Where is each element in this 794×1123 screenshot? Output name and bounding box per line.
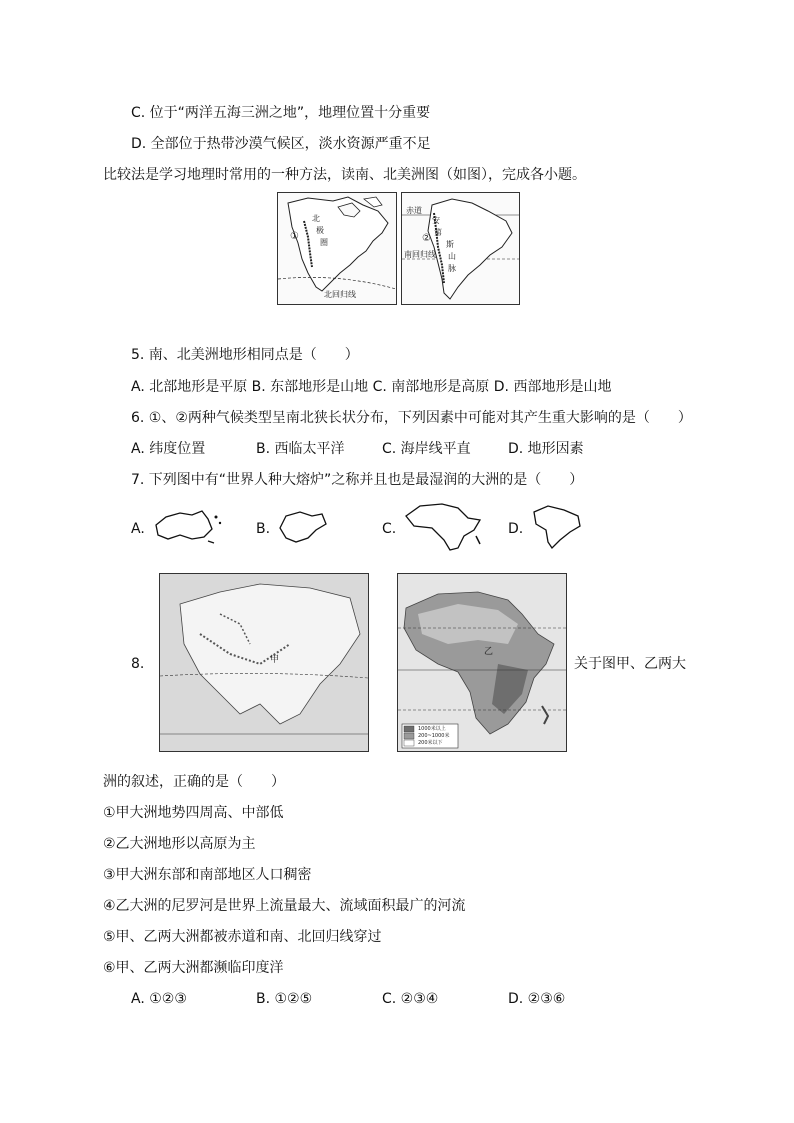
q8-option-a: A. ①②③: [131, 991, 187, 1007]
intro-text: 比较法是学习地理时常用的一种方法，读南、北美洲图（如图），完成各小题。: [103, 167, 586, 183]
q7-shape-d: [528, 504, 584, 550]
q8-stem-tail: 关于图甲、乙两大: [574, 656, 686, 672]
q6-option-c: C. 海岸线平直: [382, 441, 471, 457]
map-jia-label: 甲: [270, 655, 280, 665]
map-yi-label: 乙: [484, 647, 494, 657]
na-tropic-label: 北回归线: [324, 290, 356, 299]
q7-option-c-label: C.: [382, 521, 397, 537]
q5-options: A. 北部地形是平原 B. 东部地形是山地 C. 南部地形是高原 D. 西部地形是山地: [131, 379, 612, 395]
q6-stem: 6. ①、②两种气候类型呈南北狭长状分布，下列因素中可能对其产生重大影响的是（ ）: [131, 410, 692, 426]
asia-map-jia: [159, 573, 369, 752]
q7-option-a-label: A.: [131, 521, 145, 537]
q5-stem: 5. 南、北美洲地形相同点是（ ）: [131, 347, 359, 363]
q7-shape-b: [276, 508, 328, 546]
q8-option-b: B. ①②⑤: [256, 991, 313, 1007]
q7-option-d-label: D.: [508, 521, 524, 537]
andes-char-3: 斯: [446, 240, 454, 249]
q4-option-d: D. 全部位于热带沙漠气候区，淡水资源严重不足: [131, 136, 431, 152]
andes-char-2: 第: [434, 228, 442, 237]
q7-option-b-label: B.: [256, 521, 271, 537]
sa-climate-label-2: ②: [422, 233, 431, 244]
q7-stem: 7. 下列图中有“世界人种大熔炉”之称并且也是最湿润的大洲的是（ ）: [131, 472, 584, 488]
q6-option-d: D. 地形因素: [508, 441, 584, 457]
na-char-1: 北: [312, 214, 320, 223]
andes-char-1: 安: [432, 216, 440, 225]
africa-map-yi: [397, 573, 567, 752]
q7-shape-c: [402, 502, 486, 552]
andes-char-5: 脉: [448, 264, 456, 273]
na-climate-label-1: ①: [290, 231, 299, 242]
q8-statement-6: ⑥甲、乙两大洲都濒临印度洋: [103, 960, 284, 976]
andes-char-4: 山: [448, 252, 456, 261]
south-america-map: [401, 192, 520, 305]
q8-statement-5: ⑤甲、乙两大洲都被赤道和南、北回归线穿过: [103, 929, 382, 945]
q8-number: 8.: [131, 656, 145, 672]
legend-high: 1000米以上: [418, 726, 446, 732]
q8-statement-2: ②乙大洲地形以高原为主: [103, 836, 256, 852]
sa-equator-label: 赤道: [406, 206, 422, 215]
q8-option-c: C. ②③④: [382, 991, 439, 1007]
q7-shape-a: [152, 509, 224, 545]
q8-statement-3: ③甲大洲东部和南部地区人口稠密: [103, 867, 312, 883]
q8-statement-4: ④乙大洲的尼罗河是世界上流量最大、流域面积最广的河流: [103, 898, 466, 914]
q8-option-d: D. ②③⑥: [508, 991, 566, 1007]
legend-mid: 200~1000米: [418, 733, 450, 739]
q8-statement-1: ①甲大洲地势四周高、中部低: [103, 805, 284, 821]
q4-option-c: C. 位于“两洋五海三洲之地”，地理位置十分重要: [131, 105, 431, 121]
q6-option-b: B. 西临太平洋: [256, 441, 345, 457]
sa-tropic-label: 南回归线: [404, 250, 436, 259]
legend-low: 200米以下: [418, 740, 443, 746]
north-america-map: [277, 192, 397, 305]
na-char-2: 极: [316, 226, 324, 235]
q8-stem-cont: 洲的叙述，正确的是（ ）: [103, 774, 285, 790]
na-char-3: 圈: [320, 238, 328, 247]
q6-option-a: A. 纬度位置: [131, 441, 206, 457]
